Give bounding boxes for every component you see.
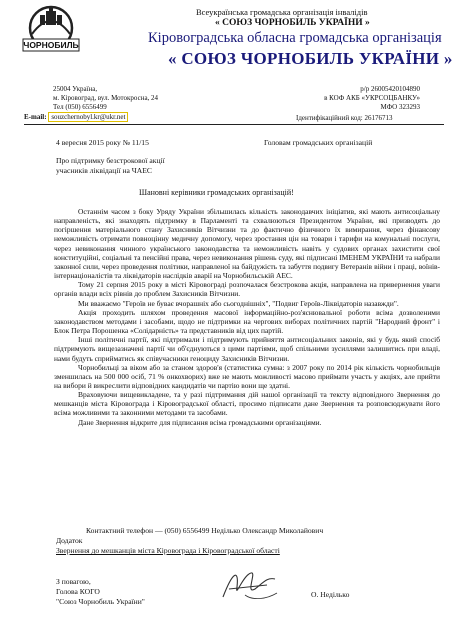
org-all-ukr: Всеукраїнська громадська організація інвалідів — [196, 7, 368, 17]
header-divider — [24, 124, 444, 125]
closing-regards: З повагою, — [56, 577, 91, 586]
body-paragraph-3: Ми вважаємо "Героїв не буває вчорашніх або сьогоднішніх", "Подвиг Героїв-Ліквідаторів назавжди". — [78, 298, 399, 308]
handwritten-signature — [215, 565, 285, 605]
closing-position: Голова КОГО — [56, 587, 100, 596]
salutation: Шановні керівники громадських організацій! — [139, 188, 294, 197]
org-region: Кіровоградська обласна громадська організація — [148, 30, 442, 46]
address-street: м. Кіровоград, вул. Мотокросна, 24 — [53, 94, 159, 102]
subject-line-2: учасників ліквідації на ЧАЕС — [56, 166, 152, 175]
email-line — [24, 113, 128, 121]
bank-mfo: МФО 323293 — [380, 103, 420, 111]
chornobyl-logo-icon — [22, 4, 80, 54]
bank-account: р/р 26005420104890 — [360, 85, 420, 93]
logo-text: ЧОРНОБИЛЬ — [23, 40, 79, 50]
signer-name: О. Неділько — [311, 590, 350, 599]
address-zip: 25004 Україна, — [53, 85, 98, 93]
body-paragraph-5: Інші політичні партії, які підтримали і підтримують прийняття антисоціальних законів, які у будь який спосіб підтримують вищезазначені партії чи об'єднуються з цими партіями, щоб спільними зусиллями залишитись при владі, нами будуть сприйматись як співучасники геноциду Захисників Вітчизни. — [54, 335, 440, 363]
body-paragraph-7: Враховуючи вищевикладене, та у разі підтримання дій нашої організації та тексту відповідного Звернення до мешканців міста Кіровограда і Кіровоградської області, просимо підписати дане Звернення та розповсюджувати його всіма можливими та законними методами та засобами. — [54, 390, 440, 418]
email-label: E-mail: — [24, 113, 47, 121]
body-paragraph-8: Дане Звернення відкрите для підписання всіма громадськими організаціями. — [78, 417, 322, 427]
body-paragraph-1: Останнім часом з боку Уряду України збільшилась кількість законодавчих ініціатив, які мають антисоціальну направленість, які знаходять підтримку в Парламенті та схвалюються Президентом України, які призводять до погіршення матеріального стану Захисників Вітчизни та до фактично фізичного їх вимирання, через фінансову неможливість отримати повноцінну медичну допомогу, через зростання цін на товари і тарифи на комунальні послуги, через невиконання чинного українського законодавства та неможливість навіть у судових органах захистити свої конституційні, соціальні та пенсійні права, через невиконання рішень суду, які підписані ІМЕНЕМ УКРАЇНИ та набрали законної сили, через проведення політики, направленої на байдужість та забуття подвигу Ветеранів війни і праці, воїнів-інтернаціоналістів та ліквідаторів наслідків аварії на Чорнобильській АЕС. — [54, 207, 440, 281]
bank-code: Ідентифікаційний код: 26176713 — [296, 114, 393, 122]
body-paragraph-4: Акція проходить шляхом проведення масової інформаційно-роз'яснювальної роботи всіма дозволеними законодавством методами і засобами, щодо не підтримки на чергових виборах політичних партій "Народний фронт" і Блок Петра Порошенка «Солідарність» та представників від цих партій. — [54, 307, 440, 336]
body-paragraph-2: Тому 21 серпня 2015 року в місті Кіровограді розпочалася безстрокова акція, направлена на привернення уваги органів влади всіх рівнів до проблем Захисників Вітчизни. — [54, 280, 440, 299]
letter-recipient: Головам громадських організацій — [264, 138, 373, 147]
org-main-title: « СОЮЗ ЧОРНОБИЛЬ УКРАЇНИ » — [168, 49, 453, 68]
appendix-label: Додаток — [56, 536, 83, 545]
letter-date: 4 вересня 2015 року № 11/15 — [56, 138, 149, 147]
org-union-title: « СОЮЗ ЧОРНОБИЛЬ УКРАЇНИ » — [215, 18, 370, 28]
appendix-text: Звернення до мешканців міста Кіровограда і Кіровоградської області — [56, 546, 280, 555]
body-paragraph-6: Чорнобильці за віком або за станом здоров'я (статистика сумна: з 2007 року по 2014 рік кількість чорнобильців зменшилась на 500 000 осіб, 71 % онкохворих) вже не мають можливості масово приймати участь у акціях, але прийти на вибори й викреслити відповідних кандидатів чи партію вони ще здатні. — [54, 362, 440, 390]
email-value[interactable]: souzchernobyl.kr@ukr.net — [48, 112, 128, 122]
subject-line-1: Про підтримку безстрокової акції — [56, 156, 165, 165]
contact-phone: Контактний телефон — (050) 6556499 Неділько Олександр Миколайович — [86, 526, 324, 535]
address-tel: Тел (050) 6556499 — [53, 103, 107, 111]
closing-org: "Союз Чорнобиль України" — [56, 597, 145, 606]
bank-name: в КОФ АКБ «УКРСОЦБАНКУ» — [324, 94, 420, 102]
letter-body — [54, 207, 440, 427]
